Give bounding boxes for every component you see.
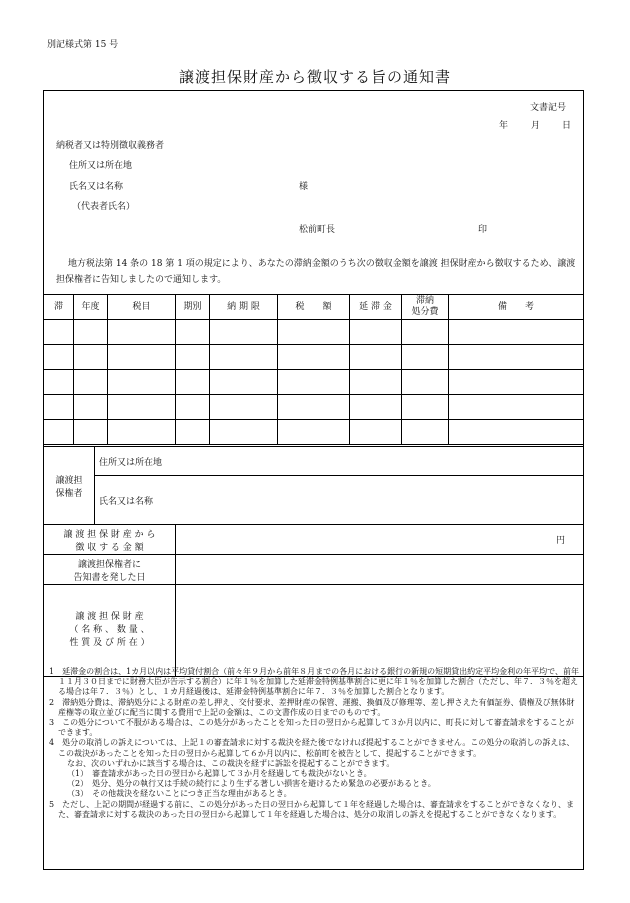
table-cell[interactable]	[44, 420, 74, 445]
issuer-name: 松前町長	[299, 225, 336, 235]
table-row	[44, 395, 584, 420]
header-cell: 備 考	[449, 295, 584, 320]
table-cell[interactable]	[176, 370, 210, 395]
property-value	[176, 585, 584, 677]
document-title: 譲渡担保財産から徴収する旨の通知書	[178, 68, 451, 86]
table-cell[interactable]	[74, 395, 108, 420]
table-cell[interactable]	[108, 320, 176, 345]
table-cell[interactable]	[350, 420, 402, 445]
name-label: 氏名又は名称	[69, 182, 124, 192]
table-cell[interactable]	[449, 345, 584, 370]
table-cell[interactable]	[402, 345, 449, 370]
table-cell[interactable]	[350, 370, 402, 395]
table-cell[interactable]	[449, 320, 584, 345]
header-cell: 税目	[108, 295, 176, 320]
table-cell[interactable]	[210, 345, 278, 370]
form-number-label: 別記様式第 15 号	[47, 40, 119, 50]
table-cell[interactable]	[210, 420, 278, 445]
table-cell[interactable]	[108, 370, 176, 395]
table-row	[44, 345, 584, 370]
address-label: 住所又は所在地	[69, 161, 133, 171]
table-row	[44, 420, 584, 445]
table-cell[interactable]	[176, 345, 210, 370]
table-cell[interactable]	[402, 395, 449, 420]
table-cell[interactable]	[350, 345, 402, 370]
table-cell[interactable]	[402, 370, 449, 395]
document-number-label: 文書記号	[530, 103, 567, 113]
arrears-table	[43, 294, 584, 445]
table-cell[interactable]	[74, 320, 108, 345]
date-year-label: 年	[499, 121, 509, 131]
header-cell: 滞納 処分費	[402, 295, 449, 320]
table-row	[44, 370, 584, 395]
holder-name-label: 氏名又は名称	[95, 476, 176, 525]
notice-form	[43, 90, 584, 870]
note-item: 2 滞納処分費は、滞納処分による財産の差し押え、交付要求、差押財産の保管、運搬、換価及び修理等、差し押さえた有価証券、債権及び無体財産権等の取立並びに配当に関する費用で上記の金額は、この文書作成の日までのものです。	[49, 697, 575, 717]
table-cell[interactable]	[350, 320, 402, 345]
note-item: 5 ただし、上記の期間が経過する前に、この処分があった日の翌日から起算して１年を経過した場合は、審査請求をすることができなくなり、また、審査請求に対する裁決のあった日の翌日から起算して１年を経過した場合は、処分の取消しの訴えを提起することができなくなります。	[49, 799, 575, 819]
table-cell[interactable]	[44, 370, 74, 395]
table-cell[interactable]	[44, 345, 74, 370]
table-cell[interactable]	[108, 420, 176, 445]
header-cell: 税 額	[278, 295, 350, 320]
table-cell[interactable]	[278, 320, 350, 345]
property-label: 譲 渡 担 保 財 産 （ 名 称 、 数 量 、 性 質 及 び 所 在 ）	[44, 585, 176, 677]
note-item-continuation: なお、次のいずれかに該当する場合は、この裁決を経ずに訴訟を提起することができます。	[67, 758, 395, 768]
date-month-label: 月	[531, 121, 541, 131]
table-row	[44, 320, 584, 345]
table-cell[interactable]	[210, 395, 278, 420]
table-cell[interactable]	[108, 345, 176, 370]
table-cell[interactable]	[449, 395, 584, 420]
header-cell: 滞	[44, 295, 74, 320]
note-item: 3 この処分について不服がある場合は、この処分があったことを知った日の翌日から起算して３か月以内に、町長に対して審査請求をすることができます。	[49, 718, 574, 738]
notice-body-text: 地方税法第 14 条の 18 第 1 項の規定により、あなたの滞納金額のうち次の徴収金額を譲渡 担保財産から徴収するため、譲渡担保権者に告知しましたので通知します。	[56, 259, 576, 285]
header-cell: 納 期 限	[210, 295, 278, 320]
holder-info-table	[43, 446, 584, 677]
note-item: 4 処分の取消しの訴えについては、上記１の審査請求に対する裁決を経た後でなければ提起することができません。この処分の取消しの訴えは、この裁決があったことを知った日の翌日から起算して６か月以内に、松前町を被告として、提起することができます。	[49, 738, 575, 758]
representative-label: （代表者氏名）	[72, 202, 136, 212]
holder-name-value	[176, 476, 584, 525]
table-cell[interactable]	[210, 370, 278, 395]
table-cell[interactable]	[278, 395, 350, 420]
table-header-row	[44, 295, 584, 320]
table-cell[interactable]	[449, 420, 584, 445]
note-sub-item: （2） 処分、処分の執行又は手続の続行により生ずる著しい損害を避けるため緊急の必要があるとき。	[67, 779, 436, 789]
note-item: 1 延滞金の割合は、1カ月以内は平均貸付割合（前々年９月から前年８月までの各月における銀行の新規の短期貸出約定平均金利の年平均で、前年１１月３０日までに財務大臣が告示する割合）に年１％を加算した延滞金特例基準割合に更に年１％を加算した割合（ただし、年７．３％を超える場合は年７．３％）とし、１カ月経過後は、延滞金特例基準割合に年７．３％を加算した割合となります。	[49, 667, 580, 697]
table-cell[interactable]	[176, 395, 210, 420]
table-cell[interactable]	[74, 370, 108, 395]
table-cell[interactable]	[176, 420, 210, 445]
table-cell[interactable]	[278, 420, 350, 445]
date-day-label: 日	[562, 121, 572, 131]
table-cell[interactable]	[402, 320, 449, 345]
holder-section-label: 譲渡担 保権者	[44, 447, 95, 525]
holder-address-label: 住所又は所在地	[95, 447, 176, 476]
table-cell[interactable]	[402, 420, 449, 445]
table-cell[interactable]	[44, 320, 74, 345]
table-cell[interactable]	[350, 395, 402, 420]
table-cell[interactable]	[449, 370, 584, 395]
table-cell[interactable]	[278, 370, 350, 395]
holder-address-value	[176, 447, 584, 476]
table-cell[interactable]	[108, 395, 176, 420]
note-sub-item: （3） その他裁決を経ないことにつき正当な理由があるとき。	[67, 789, 292, 799]
header-cell: 延 滞 金	[350, 295, 402, 320]
collection-amount-unit: 円	[176, 525, 584, 555]
note-sub-item: （1） 審査請求があった日の翌日から起算して３か月を経過しても裁決がないとき。	[67, 769, 372, 779]
notice-date-value	[176, 555, 584, 585]
table-cell[interactable]	[278, 345, 350, 370]
table-cell[interactable]	[74, 420, 108, 445]
addressee-label: 納税者又は特別徴収義務者	[56, 141, 165, 151]
header-cell: 期別	[176, 295, 210, 320]
notice-date-label: 譲渡担保権者に 告知書を発した日	[44, 555, 176, 585]
header-cell: 年度	[74, 295, 108, 320]
table-cell[interactable]	[176, 320, 210, 345]
notes-section	[49, 667, 579, 820]
table-cell[interactable]	[74, 345, 108, 370]
collection-amount-label: 譲 渡 担 保 財 産 か ら 徴 収 す る 金 額	[44, 525, 176, 555]
table-cell[interactable]	[210, 320, 278, 345]
table-cell[interactable]	[44, 395, 74, 420]
honorific-label: 様	[299, 182, 309, 192]
seal-mark: 印	[478, 225, 488, 235]
